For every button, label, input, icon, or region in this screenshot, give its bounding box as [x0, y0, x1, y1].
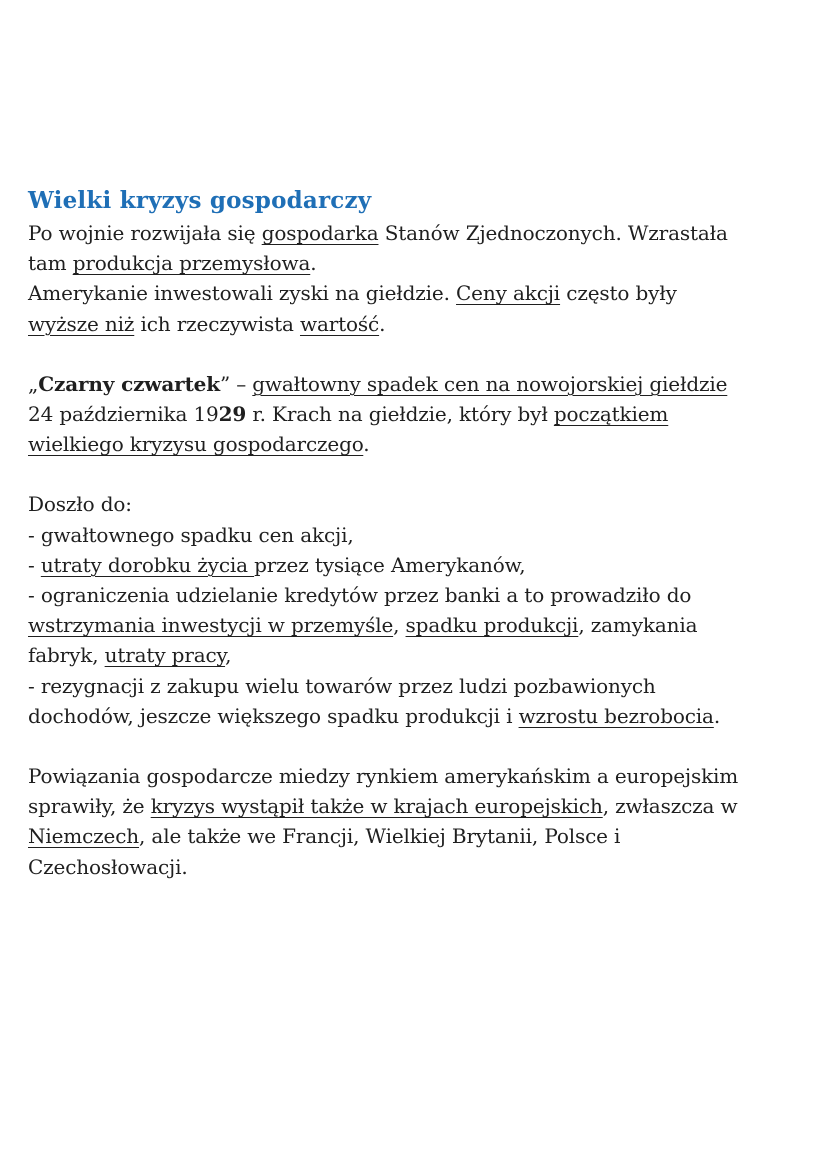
text-segment: przez tysiące Amerykanów,: [254, 552, 526, 577]
text-segment: , zamykania: [578, 613, 698, 638]
underlined-term: gospodarka: [261, 221, 379, 245]
bold-year-digits: 29: [218, 402, 247, 427]
text-line: [28, 429, 808, 459]
text-line: [28, 821, 808, 851]
text-segment: r. Krach na giełdzie, który był: [246, 402, 554, 427]
text-segment: sprawiły, że: [28, 794, 151, 819]
text-line: Powiązania gospodarcze miedzy rynkiem amerykańskim a europejskim: [28, 764, 739, 789]
underlined-term: wzrostu bezrobocia: [518, 703, 714, 728]
text-segment: 24 października 19: [28, 402, 219, 427]
underlined-term: spadku produkcji: [405, 613, 579, 638]
bold-term: Czarny czwartek: [38, 371, 220, 396]
text-segment: , ale także we Francji, Wielkiej Brytanii, Polsce i: [139, 824, 621, 849]
underlined-term: utraty dorobku życia: [40, 552, 255, 577]
text-segment: dochodów, jeszcze większego spadku produkcji i: [28, 703, 519, 728]
paragraph-gap: [28, 459, 808, 489]
underlined-term: Ceny akcji: [456, 281, 561, 306]
text-line: [28, 791, 808, 821]
text-line: [28, 278, 808, 308]
underlined-term: wielkiego kryzysu gospodarczego: [28, 432, 364, 457]
text-segment: ” –: [219, 371, 253, 396]
text-segment: .: [363, 432, 370, 457]
underlined-term: produkcja przemysłowa: [72, 251, 311, 276]
underlined-term: początkiem: [553, 402, 669, 427]
text-segment: .: [310, 251, 317, 276]
text-line: [28, 218, 808, 248]
underlined-term: gwałtowny spadek cen na nowojorskiej giełdzie: [252, 371, 728, 396]
page-title: Wielki kryzys gospodarczy: [28, 187, 372, 214]
underlined-term: kryzys wystąpił także w krajach europejskich: [150, 794, 603, 819]
list-item: [28, 550, 808, 580]
list-item: - ograniczenia udzielanie kredytów przez banki a to prowadziło do: [28, 583, 692, 608]
paragraph-black-thursday: [28, 369, 808, 460]
paragraph-gap: [28, 339, 808, 369]
text-line: [28, 369, 808, 399]
paragraph-gap: [28, 731, 808, 761]
text-segment: -: [28, 552, 41, 577]
text-line: Doszło do:: [28, 492, 132, 517]
paragraph-economy: [28, 218, 808, 339]
text-segment: ,: [393, 613, 406, 638]
underlined-term: Niemczech: [28, 824, 140, 849]
text-segment: często były: [560, 281, 677, 306]
underlined-term: utraty pracy: [104, 643, 226, 668]
text-segment: „: [28, 371, 39, 396]
text-segment: Stanów Zjednoczonych. Wzrastała: [378, 221, 728, 245]
underlined-term: wartość: [299, 311, 380, 336]
paragraph-europe: [28, 761, 808, 882]
underlined-term: wstrzymania inwestycji w przemyśle: [28, 613, 394, 638]
text-segment: .: [713, 703, 721, 728]
text-line: [28, 248, 808, 278]
text-segment: ich rzeczywista: [134, 311, 300, 336]
list-item: - rezygnacji z zakupu wielu towarów przez ludzi pozbawionych: [28, 673, 656, 698]
text-line: [28, 309, 808, 339]
text-line: [28, 701, 808, 731]
text-segment: .: [379, 311, 386, 336]
text-segment: Po wojnie rozwijała się: [28, 221, 262, 245]
text-segment: ,: [225, 643, 232, 668]
text-line: [28, 640, 808, 670]
list-item: - gwałtownego spadku cen akcji,: [28, 522, 354, 547]
text-line: [28, 610, 808, 640]
text-line: Czechosłowacji.: [28, 854, 188, 879]
text-segment: Amerykanie inwestowali zyski na giełdzie.: [28, 281, 457, 306]
text-segment: tam: [28, 251, 73, 276]
text-segment: , zwłaszcza w: [602, 794, 738, 819]
underlined-term: wyższe niż: [28, 311, 135, 336]
text-line: [28, 399, 808, 429]
paragraph-consequences: [28, 489, 808, 731]
text-segment: fabryk,: [28, 643, 105, 668]
